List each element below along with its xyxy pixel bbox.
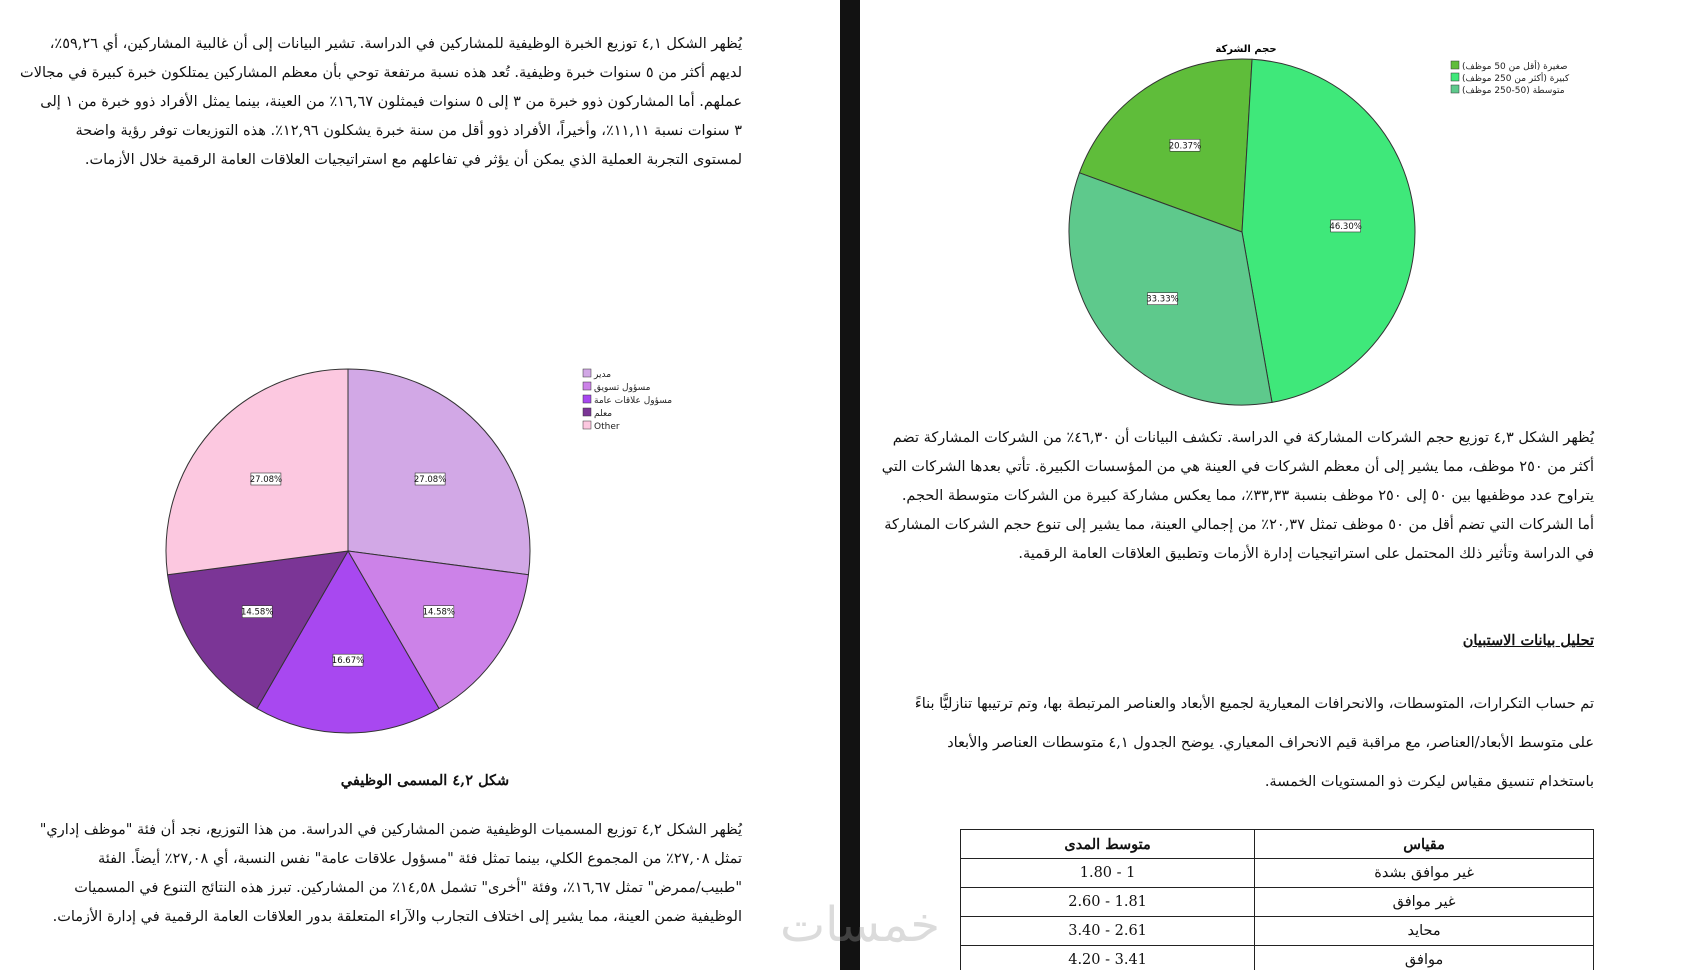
text-line: تم حساب التكرارات، المتوسطات، والانحرافات المعيارية لجميع الأبعاد والعناصر المرتبطة بها، وتم ترتيبها تنازليًّا بناءً [914, 696, 1594, 712]
slice-value-label [250, 473, 282, 485]
slice-value-label [332, 654, 364, 666]
text-line: يُظهر الشكل ٤,٣ توزيع حجم الشركات المشاركة في الدراسة. تكشف البيانات أن ٤٦,٣٠٪ من الشركات المشاركة تضم [892, 430, 1594, 446]
cell-range: 2.60 - 1.81 [961, 888, 1255, 917]
watermark-logo: خمسات [779, 897, 941, 953]
slice-value-text: 14.58% [240, 607, 274, 618]
legend-item [583, 408, 612, 419]
table-body [961, 859, 1594, 970]
paragraph-analysis [914, 685, 1594, 802]
slice-value-text: 27.08% [413, 474, 447, 485]
figure-caption-job-title: شكل ٤,٢ المسمى الوظيفي [340, 772, 510, 789]
column-header-scale: مقياس [1255, 830, 1594, 859]
text-line: تمثل ٢٧,٠٨٪ من المجموع الكلي، بينما تمثل فئة "مسؤول علاقات عامة" نفس النسبة، أي ٢٧,٠٨٪ أيضاً. الفئة [97, 851, 742, 867]
text-line: "طبيب/ممرض" تمثل ١٦,٦٧٪، وفئة "أخرى" تشمل ١٤,٥٨٪ من المشاركين. تبرز هذه النتائج التنوع في المسميات [74, 880, 742, 896]
legend-label: صغيرة (أقل من 50 موظف) [1462, 62, 1568, 72]
cell-range: 3.40 - 2.61 [961, 917, 1255, 946]
pie-slices [1069, 59, 1415, 405]
cell-range: 1.80 - 1 [961, 859, 1255, 888]
slice-value-label [423, 606, 455, 618]
text-line: يُظهر الشكل ٤,١ توزيع الخبرة الوظيفية للمشاركين في الدراسة. تشير البيانات إلى أن غالبية المشاركين، أي ٥٩,٢٦٪، [49, 36, 742, 52]
paragraph-job-title [39, 816, 742, 932]
slice-value-label [1169, 139, 1201, 151]
legend-item [583, 395, 672, 406]
legend-swatch [1451, 61, 1459, 69]
paragraph-experience [20, 30, 742, 175]
slice-value-text: 27.08% [249, 474, 283, 485]
slice-value-label [1329, 220, 1361, 232]
slice-value-text: 20.37% [1168, 141, 1202, 152]
legend-label: مدير [594, 370, 612, 380]
text-line: يُظهر الشكل ٤,٢ توزيع المسميات الوظيفية ضمن المشاركين في الدراسة. من هذا التوزيع، نجد أن فئة "موظف إداري" [39, 822, 742, 838]
legend-label: مسؤول علاقات عامة [594, 396, 673, 406]
table-row [961, 946, 1594, 970]
pie-slice [348, 369, 530, 575]
legend-swatch [583, 369, 591, 377]
text-line: يتراوح عدد موظفيها بين ٥٠ إلى ٢٥٠ موظف بنسبة ٣٣,٣٣٪، مما يعكس مشاركة كبيرة من الشركات متوسطة الحجم. [901, 488, 1594, 504]
text-line: على متوسط الأبعاد/العناصر، مع مراقبة قيم الانحراف المعياري. يوضح الجدول ٤,١ متوسطات العناصر والأبعاد [947, 735, 1594, 751]
legend-swatch [1451, 73, 1459, 81]
chart-title: حجم الشركة [1215, 44, 1277, 55]
legend-swatch [583, 421, 591, 429]
column-header-range: متوسط المدى [961, 830, 1255, 859]
text-line: أكثر من ٢٥٠ موظف، مما يشير إلى أن معظم الشركات في العينة هي من المؤسسات الكبيرة. تأتي بعدها الشركات التي [881, 459, 1594, 475]
text-line: الوظيفية ضمن العينة، مما يشير إلى اختلاف التجارب والآراء المتعلقة بدور العلاقات العامة الرقمية في إدارة الأزمات. [52, 909, 742, 925]
text-line: لمستوى التجربة العملية الذي يمكن أن يؤثر في تفاعلهم مع استراتيجيات العلاقات العامة الرقمية خلال الأزمات. [84, 152, 742, 168]
left-page [0, 0, 840, 970]
pie-slice [166, 369, 348, 575]
legend-item [583, 369, 611, 380]
table-row [961, 888, 1594, 917]
text-line: أما الشركات التي تضم أقل من ٥٠ موظف تمثل ٢٠,٣٧٪ من إجمالي العينة، مما يشير إلى تنوع حجم الشركات المشاركة [884, 517, 1594, 533]
table-row [961, 917, 1594, 946]
legend-swatch [1451, 85, 1459, 93]
pie-chart-company-size [950, 30, 1670, 415]
chart-legend [1451, 60, 1570, 96]
slice-value-label [414, 473, 446, 485]
slice-value-label [241, 606, 273, 618]
slice-value-label [1146, 293, 1178, 305]
text-line: لديهم أكثر من ٥ سنوات خبرة وظيفية. تُعد هذه نسبة مرتفعة توحي بأن معظم المشاركين يمتلكون خبرة كبيرة في مجالات [20, 65, 742, 81]
legend-item [1451, 85, 1565, 96]
likert-scale-table [960, 829, 1594, 970]
right-page [860, 0, 1700, 970]
legend-label: متوسطة (50-250 موظف) [1462, 86, 1565, 96]
section-heading-analysis: تحليل بيانات الاستبيان [1462, 632, 1594, 649]
legend-item [1451, 60, 1568, 72]
slice-value-text: 46.30% [1329, 221, 1362, 232]
legend-item [583, 382, 651, 393]
text-line: عملهم. أما المشاركون ذوو خبرة من ٣ إلى ٥ سنوات فيمثلون ١٦,٦٧٪ من العينة، بينما يمثل الأفراد ذوو خبرة من ١ إلى [40, 94, 742, 110]
slice-value-text: 33.33% [1146, 294, 1179, 305]
table-header-row [961, 830, 1594, 859]
chart-legend [583, 369, 672, 432]
slice-value-text: 14.58% [422, 607, 456, 618]
paragraph-company-size [881, 424, 1594, 569]
cell-scale: غير موافق بشدة [1255, 859, 1594, 888]
cell-scale: غير موافق [1255, 888, 1594, 917]
legend-label: معلم [594, 409, 613, 419]
table-row [961, 859, 1594, 888]
pie-chart-job-title [150, 355, 690, 745]
slice-value-text: 16.67% [331, 656, 365, 667]
text-line: ٣ سنوات نسبة ١١,١١٪، وأخيراً، الأفراد ذوو أقل من سنة خبرة يشكلون ١٢,٩٦٪. هذه التوزيعات توفر رؤية واضحة [75, 123, 742, 139]
legend-label: Other [594, 422, 620, 432]
cell-scale: محايد [1255, 917, 1594, 946]
legend-label: مسؤول تسويق [594, 383, 651, 393]
legend-swatch [583, 408, 591, 416]
text-line: في الدراسة وتأثير ذلك المحتمل على استراتيجيات إدارة الأزمات وتطبيق العلاقات العامة الرقمية. [1018, 546, 1594, 562]
legend-swatch [583, 382, 591, 390]
pie-slices [166, 369, 530, 733]
cell-range: 4.20 - 3.41 [961, 946, 1255, 970]
text-line: باستخدام تنسيق مقياس ليكرت ذو المستويات الخمسة. [1264, 774, 1594, 790]
legend-swatch [583, 395, 591, 403]
legend-item [583, 421, 620, 432]
legend-label: كبيرة (أكثر من 250 موظف) [1462, 74, 1570, 84]
legend-item [1451, 72, 1570, 84]
cell-scale: موافق [1255, 946, 1594, 970]
page-gutter [840, 0, 860, 970]
